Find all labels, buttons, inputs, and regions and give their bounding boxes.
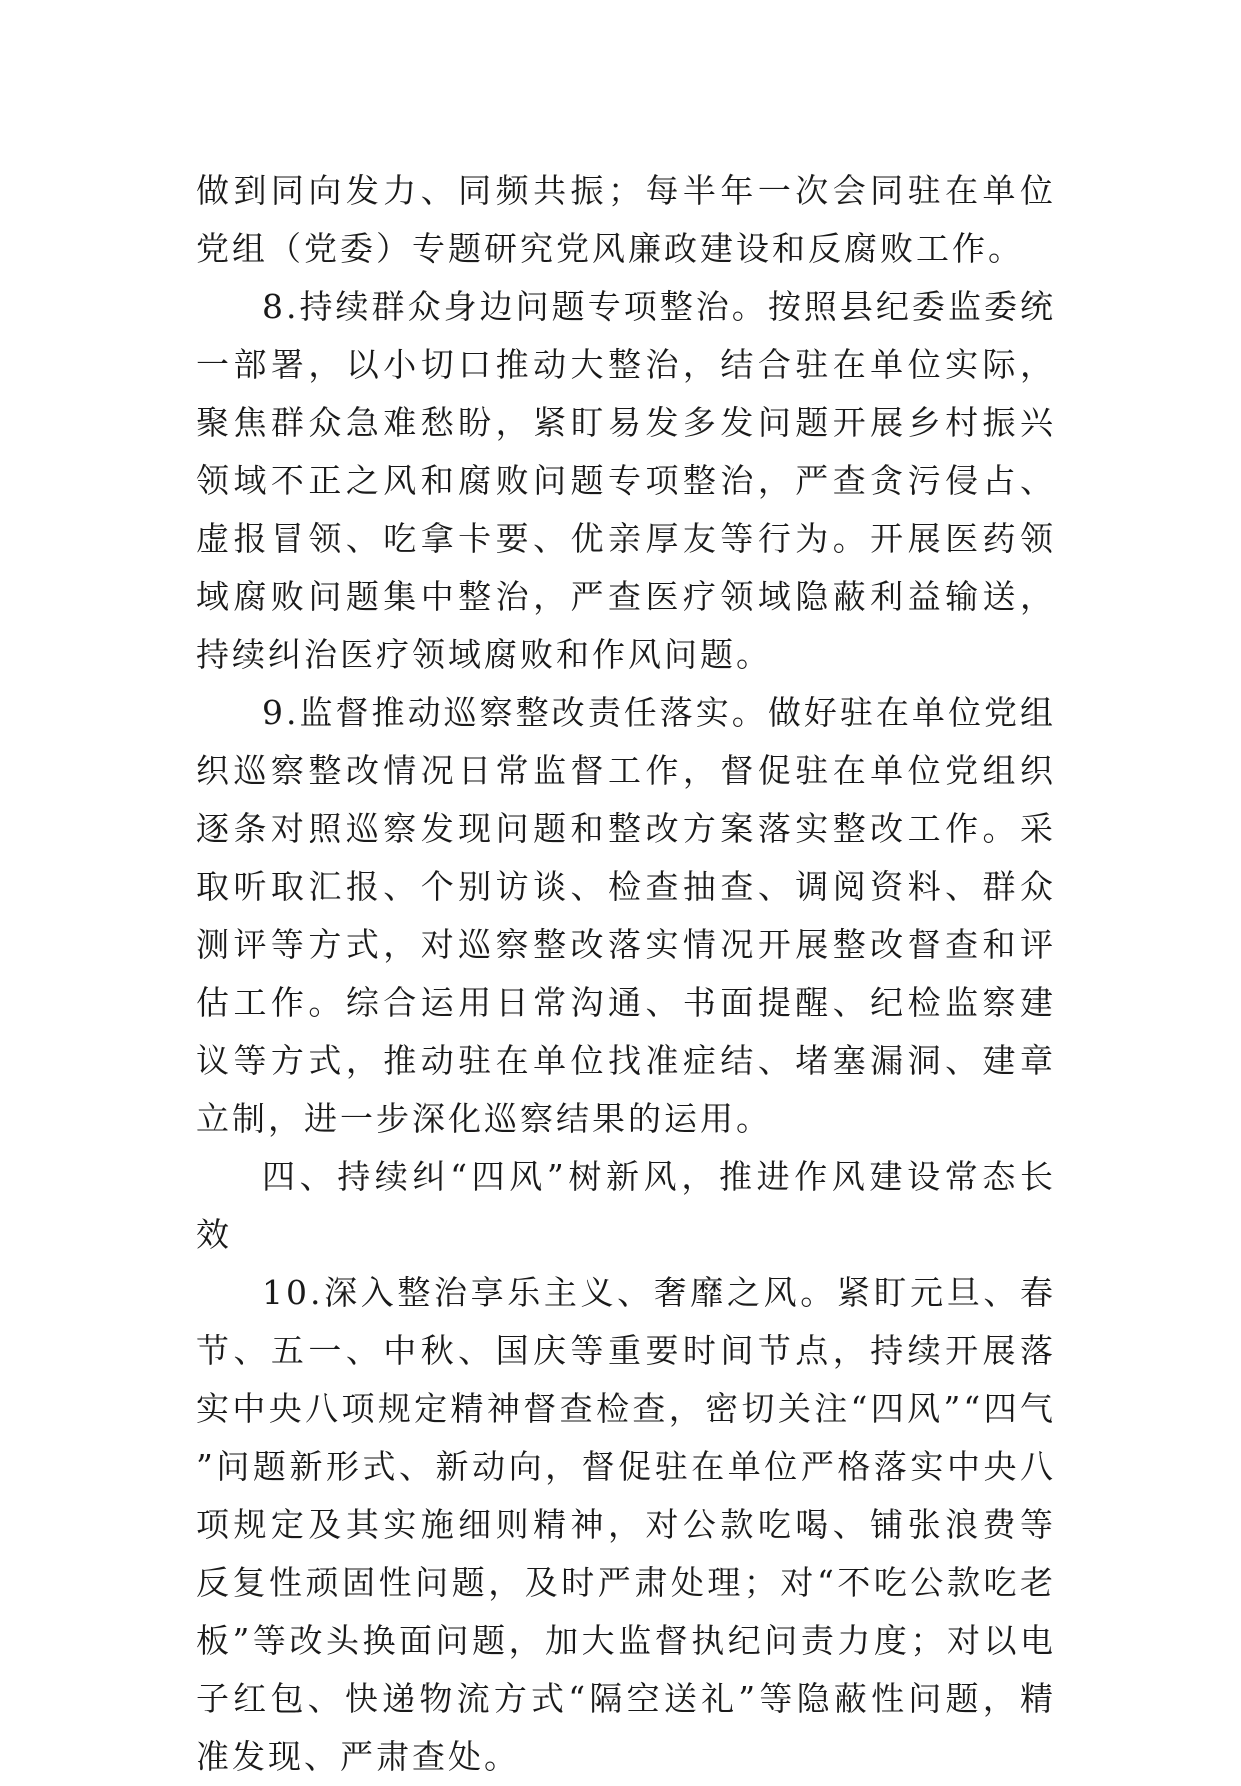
paragraph-item-10: 10.深入整治享乐主义、奢靡之风。紧盯元旦、春节、五一、中秋、国庆等重要时间节点，持续开展落实中央八项规定精神督查检查，密切关注“四风”“四气”问题新形式、新动向，督促驻在单位严格落实中央八项规定及其实施细则精神，对公款吃喝、铺张浪费等反复性顽固性问题，及时严肃处理；对“不吃公款吃老板”等改头换面问题，加大监督执纪问责力度；对以电子红包、快递物流方式“隔空送礼”等隐蔽性问题，精准发现、严肃查处。 [196,1273,1056,1776]
paragraph-continuation: 做到同向发力、同频共振；每半年一次会同驻在单位党组（党委）专题研究党风廉政建设和反腐败工作。 [196,171,1056,268]
document-body [196,162,1056,1786]
paragraph-item-8: 8.持续群众身边问题专项整治。按照县纪委监委统一部署，以小切口推动大整治，结合驻在单位实际，聚焦群众急难愁盼，紧盯易发多发问题开展乡村振兴领域不正之风和腐败问题专项整治，严查贪污侵占、虚报冒领、吃拿卡要、优亲厚友等行为。开展医药领域腐败问题集中整治，严查医疗领域隐蔽利益输送，持续纠治医疗领域腐败和作风问题。 [196,287,1056,674]
paragraph-item-9: 9.监督推动巡察整改责任落实。做好驻在单位党组织巡察整改情况日常监督工作，督促驻在单位党组织逐条对照巡察发现问题和整改方案落实整改工作。采取听取汇报、个别访谈、检查抽查、调阅资料、群众测评等方式，对巡察整改落实情况开展整改督查和评估工作。综合运用日常沟通、书面提醒、纪检监察建议等方式，推动驻在单位找准症结、堵塞漏洞、建章立制，进一步深化巡察结果的运用。 [196,693,1056,1138]
section-heading-4: 四、持续纠“四风”树新风，推进作风建设常态长效 [196,1157,1056,1254]
